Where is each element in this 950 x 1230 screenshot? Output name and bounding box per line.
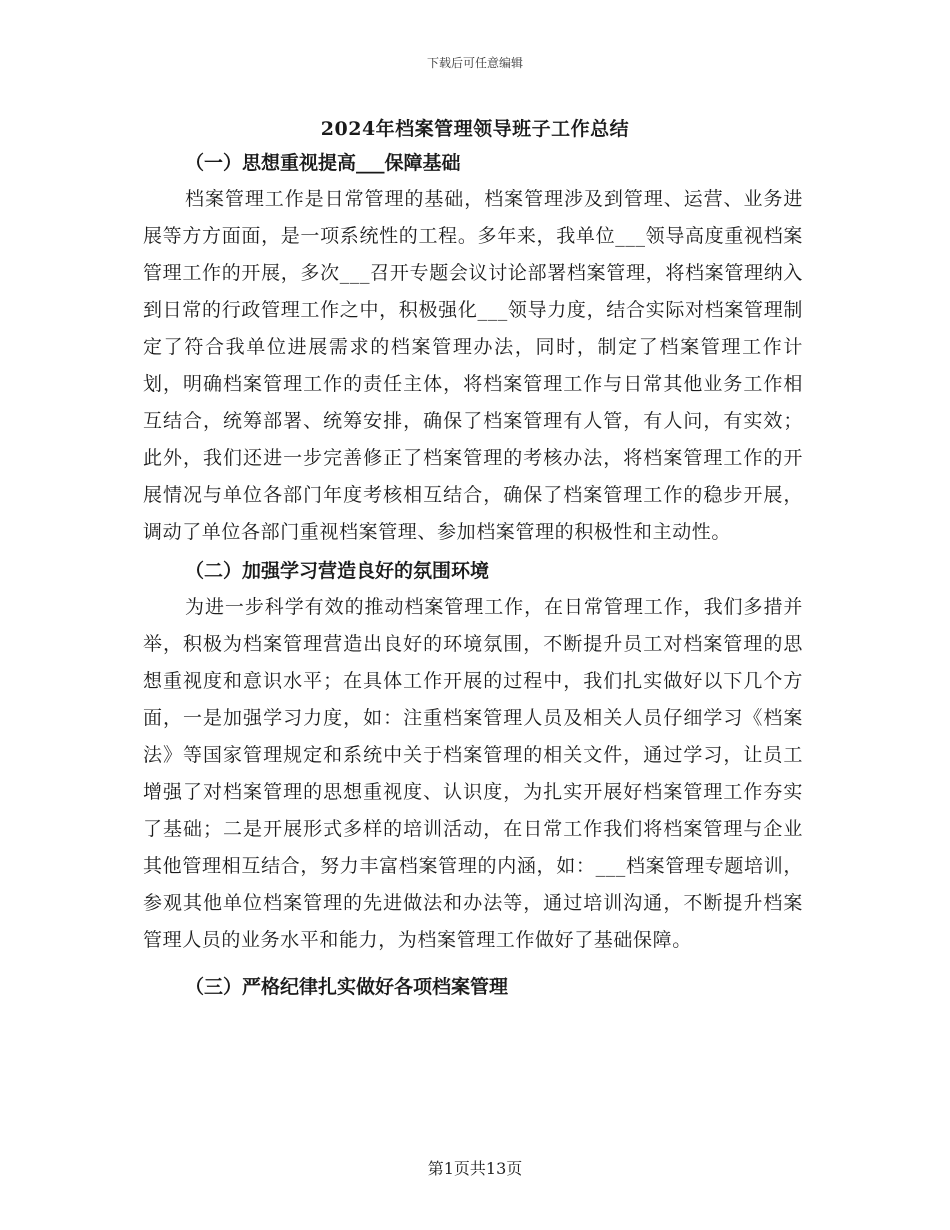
document-title: 2024年档案管理领导班子工作总结 [320,118,630,140]
document-body [143,145,803,1005]
section-paragraph-2: 为进一步科学有效的推动档案管理工作，在日常管理工作，我们多措并举，积极为档案管理营造出良好的环境氛围，不断提升员工对档案管理的思想重视度和意识水平；在具体工作开展的过程中，我们扎实做好以下几个方面，一是加强学习力度，如：注重档案管理人员及相关人员仔细学习《档案法》等国家管理规定和系统中关于档案管理的相关文件，通过学习，让员工增强了对档案管理的思想重视度、认识度，为扎实开展好档案管理工作夯实了基础；二是开展形式多样的培训活动，在日常工作我们将档案管理与企业其他管理相互结合，努力丰富档案管理的内涵，如：___档案管理专题培训，参观其他单位档案管理的先进做法和办法等，通过培训沟通，不断提升档案管理人员的业务水平和能力，为档案管理工作做好了基础保障。 [143,596,803,951]
page-number-footer: 第1页共13页 [427,1159,523,1178]
section-heading-2: （二）加强学习营造良好的氛围环境 [185,560,490,582]
section-paragraph-1: 档案管理工作是日常管理的基础，档案管理涉及到管理、运营、业务进展等方方面面，是一项系统性的工程。多年来，我单位___领导高度重视档案管理工作的开展，多次___召开专题会议讨论部署档案管理，将档案管理纳入到日常的行政管理工作之中，积极强化___领导力度，结合实际对档案管理制定了符合我单位进展需求的档案管理办法，同时，制定了档案管理工作计划，明确档案管理工作的责任主体，将档案管理工作与日常其他业务工作相互结合，统筹部署、统筹安排，确保了档案管理有人管，有人问，有实效；此外，我们还进一步完善修正了档案管理的考核办法，将档案管理工作的开展情况与单位各部门年度考核相互结合，确保了档案管理工作的稳步开展，调动了单位各部门重视档案管理、参加档案管理的积极性和主动性。 [143,188,803,543]
section-heading-3: （三）严格纪律扎实做好各项档案管理 [185,976,509,998]
header-note: 下载后可任意编辑 [426,56,523,70]
section-heading-1: （一）思想重视提高___保障基础 [185,152,461,174]
